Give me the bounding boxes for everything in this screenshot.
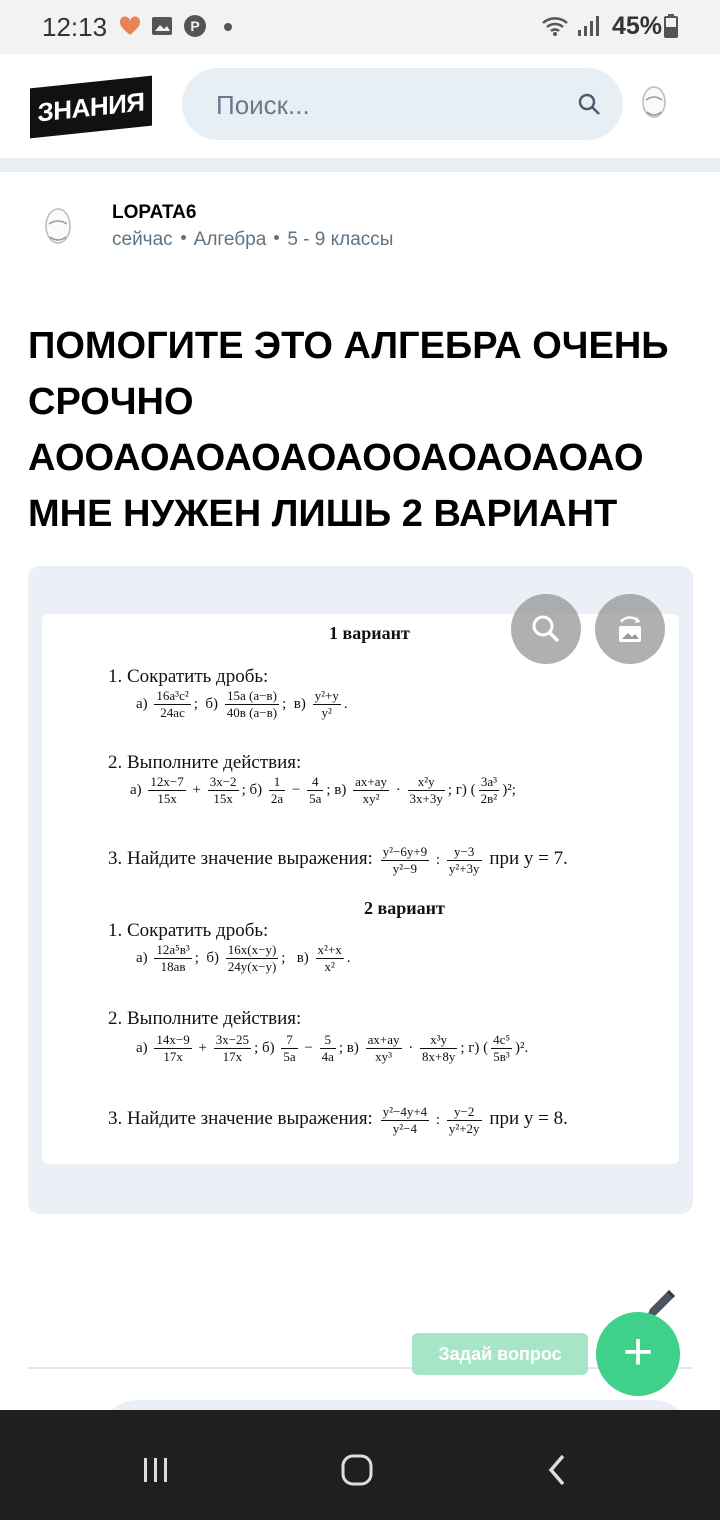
heart-icon	[118, 14, 142, 38]
author-avatar-icon[interactable]	[34, 204, 82, 252]
variant1-task3: 3. Найдите значение выражения: $\frac{\text{y²−6y+9}}{\text{y²−9}}$ : $\frac{y-3}{\text{y²+3y}}$ при y = 7.	[108, 844, 568, 876]
variant1-task2-formula: а) $\frac{12x-7}{15x}$ + $\frac{3x-2}{15x}$ ; б) $\frac{1}{2a}$ − $\frac{4}{5a}$ ; в) $\frac{ax+ay}{\text{xy²}}$ · $\frac{\text{x²y}}{3x+3y}$ ; г) ( $\frac{\text{3a³}}{\text{2в²}}$ )²;	[130, 774, 516, 806]
variant2-task3-tail: при y = 8.	[489, 1107, 568, 1129]
user-avatar-icon[interactable]	[632, 82, 676, 126]
meta-dot	[274, 235, 279, 240]
zoom-icon	[530, 613, 562, 645]
variant2-task2: 2. Выполните действия:	[108, 1008, 302, 1029]
rotate-button[interactable]	[595, 594, 665, 664]
recent-apps-icon	[140, 1454, 172, 1486]
variant2-task3-text: 3. Найдите значение выражения:	[108, 1107, 373, 1129]
variant2-title: 2 вариант	[364, 898, 445, 918]
variant1-task1: 1. Сократить дробь:	[108, 666, 269, 687]
plus-button[interactable]	[596, 1312, 680, 1396]
section-divider	[28, 1367, 693, 1369]
notification-dot-icon	[223, 22, 233, 32]
attachment-image[interactable]	[42, 614, 679, 1164]
variant2-task1-formula: а) $\frac{\text{12a⁵в³}}{18ав}$ ; б) $\frac{16x(x-y)}{24y(x-y)}$ ; в) $\frac{\text{x²+x}}{\text{x²}}$ .	[136, 942, 351, 974]
image-icon	[150, 14, 174, 38]
variant1-task2: 2. Выполните действия:	[108, 752, 302, 773]
variant2-task2-formula: а) $\frac{14x-9}{17x}$ + $\frac{3x-25}{17x}$ ; б) $\frac{7}{5a}$ − $\frac{5}{4a}$ ; в) $\frac{ax+ay}{\text{xy³}}$ · $\frac{\text{x³y}}{8x+8y}$ ; г) ( $\frac{\text{4c⁵}}{\text{5в³}}$ )².	[136, 1032, 529, 1064]
battery-percent: 45%	[612, 12, 663, 40]
rotate-icon	[613, 612, 647, 646]
variant2-task1: 1. Сократить дробь:	[108, 920, 269, 941]
meta-dot	[181, 235, 186, 240]
wifi-icon	[541, 14, 571, 38]
search-bar[interactable]	[182, 68, 623, 140]
variant1-task3-tail: при y = 7.	[489, 847, 568, 869]
back-button[interactable]	[528, 1440, 588, 1500]
recent-apps-button[interactable]	[126, 1440, 186, 1500]
battery-icon	[664, 14, 678, 38]
svg-text:P: P	[190, 18, 200, 34]
question-subject[interactable]: Алгебра	[193, 229, 267, 250]
zoom-button[interactable]	[511, 594, 581, 664]
variant2-task3: 3. Найдите значение выражения: $\frac{\text{y²−4y+4}}{\text{y²−4}}$ : $\frac{y-2}{\text{y²+2y}}$ при y = 8.	[108, 1104, 568, 1136]
ask-question-button[interactable]: Задай вопрос	[412, 1333, 588, 1375]
pinterest-icon	[183, 14, 207, 38]
variant1-task1-formula: а) $\frac{\text{16a³c²}}{24ac}$ ; б) $\frac{15a (a-в)}{40в (a-в)}$ ; в) $\frac{\text{y²+y}}{\text{y²}}$ .	[136, 688, 348, 720]
back-icon	[543, 1453, 573, 1487]
search-icon[interactable]	[577, 92, 601, 116]
home-button[interactable]	[327, 1440, 387, 1500]
question-meta	[112, 229, 393, 251]
status-time: 12:13	[42, 12, 108, 42]
signal-icon	[576, 14, 600, 38]
variant1-task3-text: 3. Найдите значение выражения:	[108, 847, 373, 869]
question-time: сейчас	[112, 229, 173, 250]
author-name[interactable]: LOPATA6	[112, 202, 197, 223]
search-input[interactable]	[214, 68, 558, 142]
plus-icon: +	[622, 1323, 654, 1381]
variant1-title: 1 вариант	[329, 623, 410, 643]
header-separator	[0, 158, 720, 172]
question-title: ПОМОГИТЕ ЭТО АЛГЕБРА ОЧЕНЬ СРОЧНО АООАОАОАОАОАООАОАОАОАО МНЕ НУЖЕН ЛИШЬ 2 ВАРИАНТ	[28, 325, 669, 535]
question-grade: 5 - 9 классы	[287, 229, 394, 250]
home-icon	[339, 1452, 375, 1488]
logo[interactable]: ЗНАНИЯ	[30, 76, 152, 139]
